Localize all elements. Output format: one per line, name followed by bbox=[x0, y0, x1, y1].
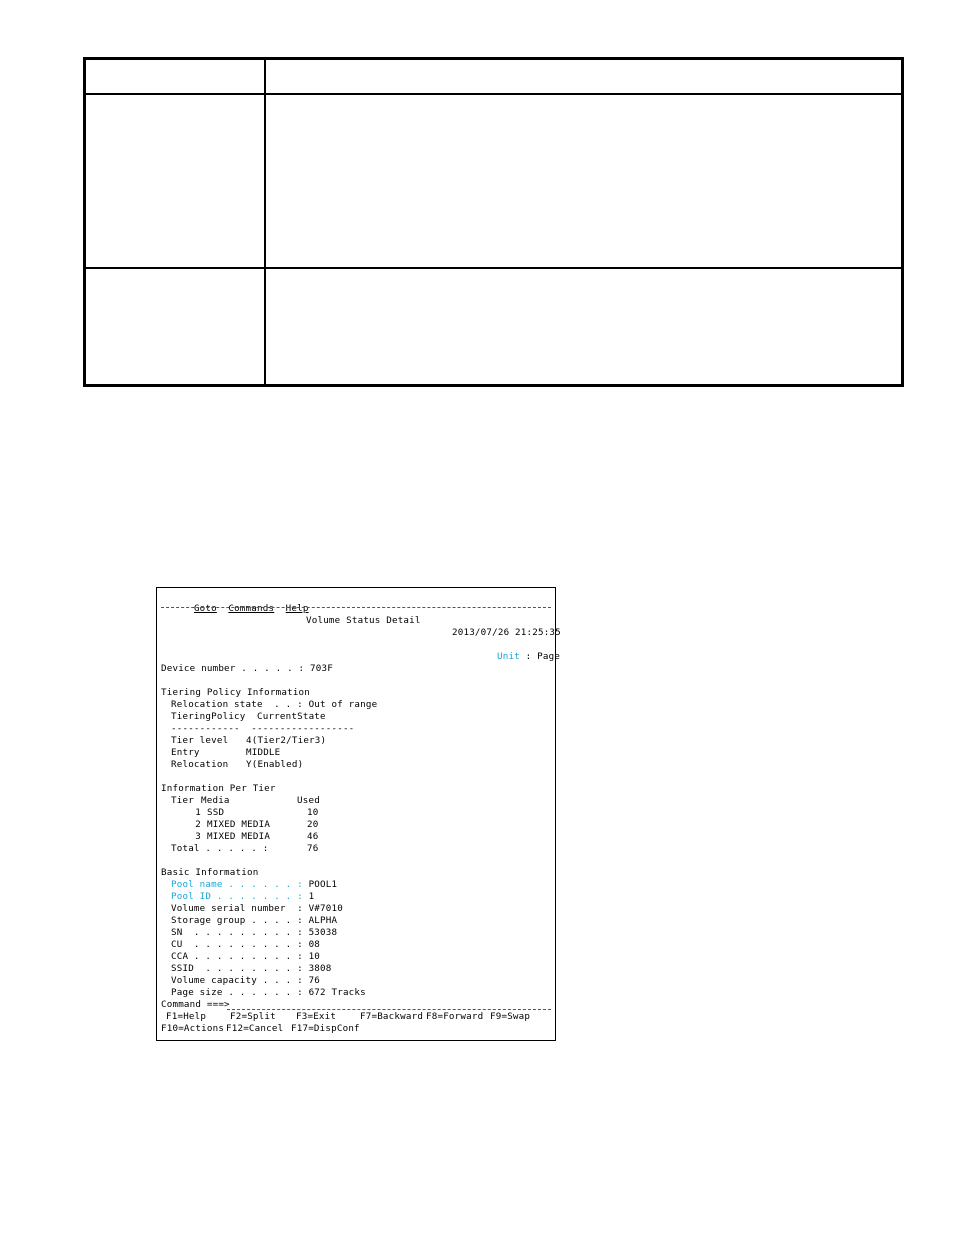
volume-capacity-value: 76 bbox=[308, 975, 321, 986]
tier-used: 10 bbox=[307, 807, 319, 818]
relocation-state-row bbox=[171, 699, 377, 711]
pool-name-value: POOL1 bbox=[308, 879, 338, 890]
col-media: Media bbox=[201, 795, 230, 806]
document-table bbox=[83, 57, 904, 387]
unit-label: Unit bbox=[497, 651, 520, 662]
volume-status-detail-screen bbox=[156, 587, 561, 1041]
f2-key[interactable]: F2=Split bbox=[230, 1011, 276, 1022]
f3-key[interactable]: F3=Exit bbox=[296, 1011, 337, 1022]
pool-name-row bbox=[171, 879, 337, 891]
menu-bar bbox=[171, 591, 309, 627]
sn-label: SN . . . . . . . . . : bbox=[171, 927, 303, 938]
relocation-label: Relocation bbox=[171, 759, 229, 770]
sn-row bbox=[171, 927, 337, 939]
pool-name-label: Pool name . . . . . . : bbox=[171, 879, 303, 890]
cu-label: CU . . . . . . . . . : bbox=[171, 939, 303, 950]
table-row bbox=[171, 747, 280, 759]
tier-number: 2 bbox=[195, 819, 201, 830]
entry-label: Entry bbox=[171, 747, 200, 758]
per-tier-total-row bbox=[171, 843, 318, 855]
table-row bbox=[171, 735, 326, 747]
pool-id-value: 1 bbox=[308, 891, 315, 902]
tier-level-value: 4(Tier2/Tier3) bbox=[246, 735, 327, 746]
total-label: Total . . . . . : bbox=[171, 843, 269, 854]
device-number-label: Device number . . . . . : bbox=[161, 663, 305, 674]
f17-key[interactable]: F17=DispConf bbox=[291, 1023, 360, 1034]
tiering-column-headers bbox=[171, 711, 326, 723]
ssid-value: 3808 bbox=[308, 963, 332, 974]
table-row-divider bbox=[86, 93, 901, 95]
ssid-row bbox=[171, 963, 332, 975]
table-column-divider bbox=[264, 60, 266, 384]
page-size-label: Page size . . . . . . : bbox=[171, 987, 303, 998]
page-size-value: 672 Tracks bbox=[308, 987, 366, 998]
entry-value: MIDDLE bbox=[246, 747, 281, 758]
table-row bbox=[171, 819, 318, 831]
ssid-label: SSID . . . . . . . . : bbox=[171, 963, 303, 974]
menu-goto[interactable]: Goto bbox=[193, 603, 217, 614]
tier-media: SSD bbox=[207, 807, 225, 818]
per-tier-heading: Information Per Tier bbox=[161, 783, 276, 794]
f9-key[interactable]: F9=Swap bbox=[490, 1011, 531, 1022]
total-value: 76 bbox=[307, 843, 319, 854]
pool-id-row bbox=[171, 891, 314, 903]
menu-commands[interactable]: Commands bbox=[228, 603, 275, 614]
cu-value: 08 bbox=[308, 939, 321, 950]
storage-group-row bbox=[171, 915, 337, 927]
volume-capacity-row bbox=[171, 975, 320, 987]
device-number-row bbox=[161, 663, 333, 675]
storage-group-value: ALPHA bbox=[308, 915, 338, 926]
page-size-row bbox=[171, 987, 366, 999]
cca-row bbox=[171, 951, 320, 963]
col-current-state: CurrentState bbox=[256, 711, 326, 722]
pool-id-label: Pool ID . . . . . . . : bbox=[171, 891, 303, 902]
command-prompt: Command ===> bbox=[161, 999, 230, 1010]
f1-key[interactable]: F1=Help bbox=[166, 1011, 207, 1022]
sn-value: 53038 bbox=[308, 927, 338, 938]
volume-serial-value: V#7010 bbox=[308, 903, 343, 914]
cca-label: CCA . . . . . . . . . : bbox=[171, 951, 303, 962]
unit-value: : Page bbox=[525, 651, 561, 662]
cca-value: 10 bbox=[308, 951, 321, 962]
f8-key[interactable]: F8=Forward bbox=[426, 1011, 484, 1022]
device-number-value: 703F bbox=[310, 663, 333, 674]
volume-capacity-label: Volume capacity . . . : bbox=[171, 975, 303, 986]
unit-field bbox=[497, 651, 560, 663]
f12-key[interactable]: F12=Cancel bbox=[226, 1023, 284, 1034]
col-tiering-policy: TieringPolicy bbox=[171, 711, 246, 722]
basic-info-heading: Basic Information bbox=[161, 867, 259, 878]
col-used: Used bbox=[297, 795, 320, 806]
storage-group-label: Storage group . . . . : bbox=[171, 915, 303, 926]
table-row bbox=[171, 759, 303, 771]
volume-serial-label: Volume serial number : bbox=[171, 903, 303, 914]
tier-number: 3 bbox=[195, 831, 201, 842]
f7-key[interactable]: F7=Backward bbox=[360, 1011, 424, 1022]
table-row bbox=[171, 807, 318, 819]
col-tier: Tier bbox=[171, 795, 194, 806]
tier-media: MIXED MEDIA bbox=[207, 819, 271, 830]
tier-used: 46 bbox=[307, 831, 319, 842]
tier-number: 1 bbox=[195, 807, 201, 818]
timestamp: 2013/07/26 21:25:35 bbox=[452, 627, 561, 638]
function-keys-row-1 bbox=[166, 1011, 530, 1023]
relocation-state-label: Relocation state . . : bbox=[171, 699, 303, 710]
table-row bbox=[171, 831, 318, 843]
menu-separator bbox=[161, 607, 551, 608]
tiering-heading: Tiering Policy Information bbox=[161, 687, 311, 698]
menu-help[interactable]: Help bbox=[285, 603, 309, 614]
function-keys-row-2 bbox=[161, 1023, 360, 1035]
relocation-value: Y(Enabled) bbox=[246, 759, 304, 770]
tier-used: 20 bbox=[307, 819, 319, 830]
table-row-divider bbox=[86, 267, 901, 269]
tier-media: MIXED MEDIA bbox=[207, 831, 271, 842]
per-tier-column-headers bbox=[171, 795, 320, 807]
col-policy-separator: ------------ bbox=[171, 723, 240, 734]
volume-serial-row bbox=[171, 903, 343, 915]
command-input[interactable] bbox=[227, 1009, 551, 1010]
cu-row bbox=[171, 939, 320, 951]
f10-key[interactable]: F10=Actions bbox=[161, 1023, 225, 1034]
col-state-separator: ------------------ bbox=[251, 723, 355, 734]
screen-title: Volume Status Detail bbox=[306, 615, 421, 626]
tier-level-label: Tier level bbox=[171, 735, 229, 746]
relocation-state-value: Out of range bbox=[308, 699, 378, 710]
tiering-column-separators bbox=[171, 723, 354, 735]
